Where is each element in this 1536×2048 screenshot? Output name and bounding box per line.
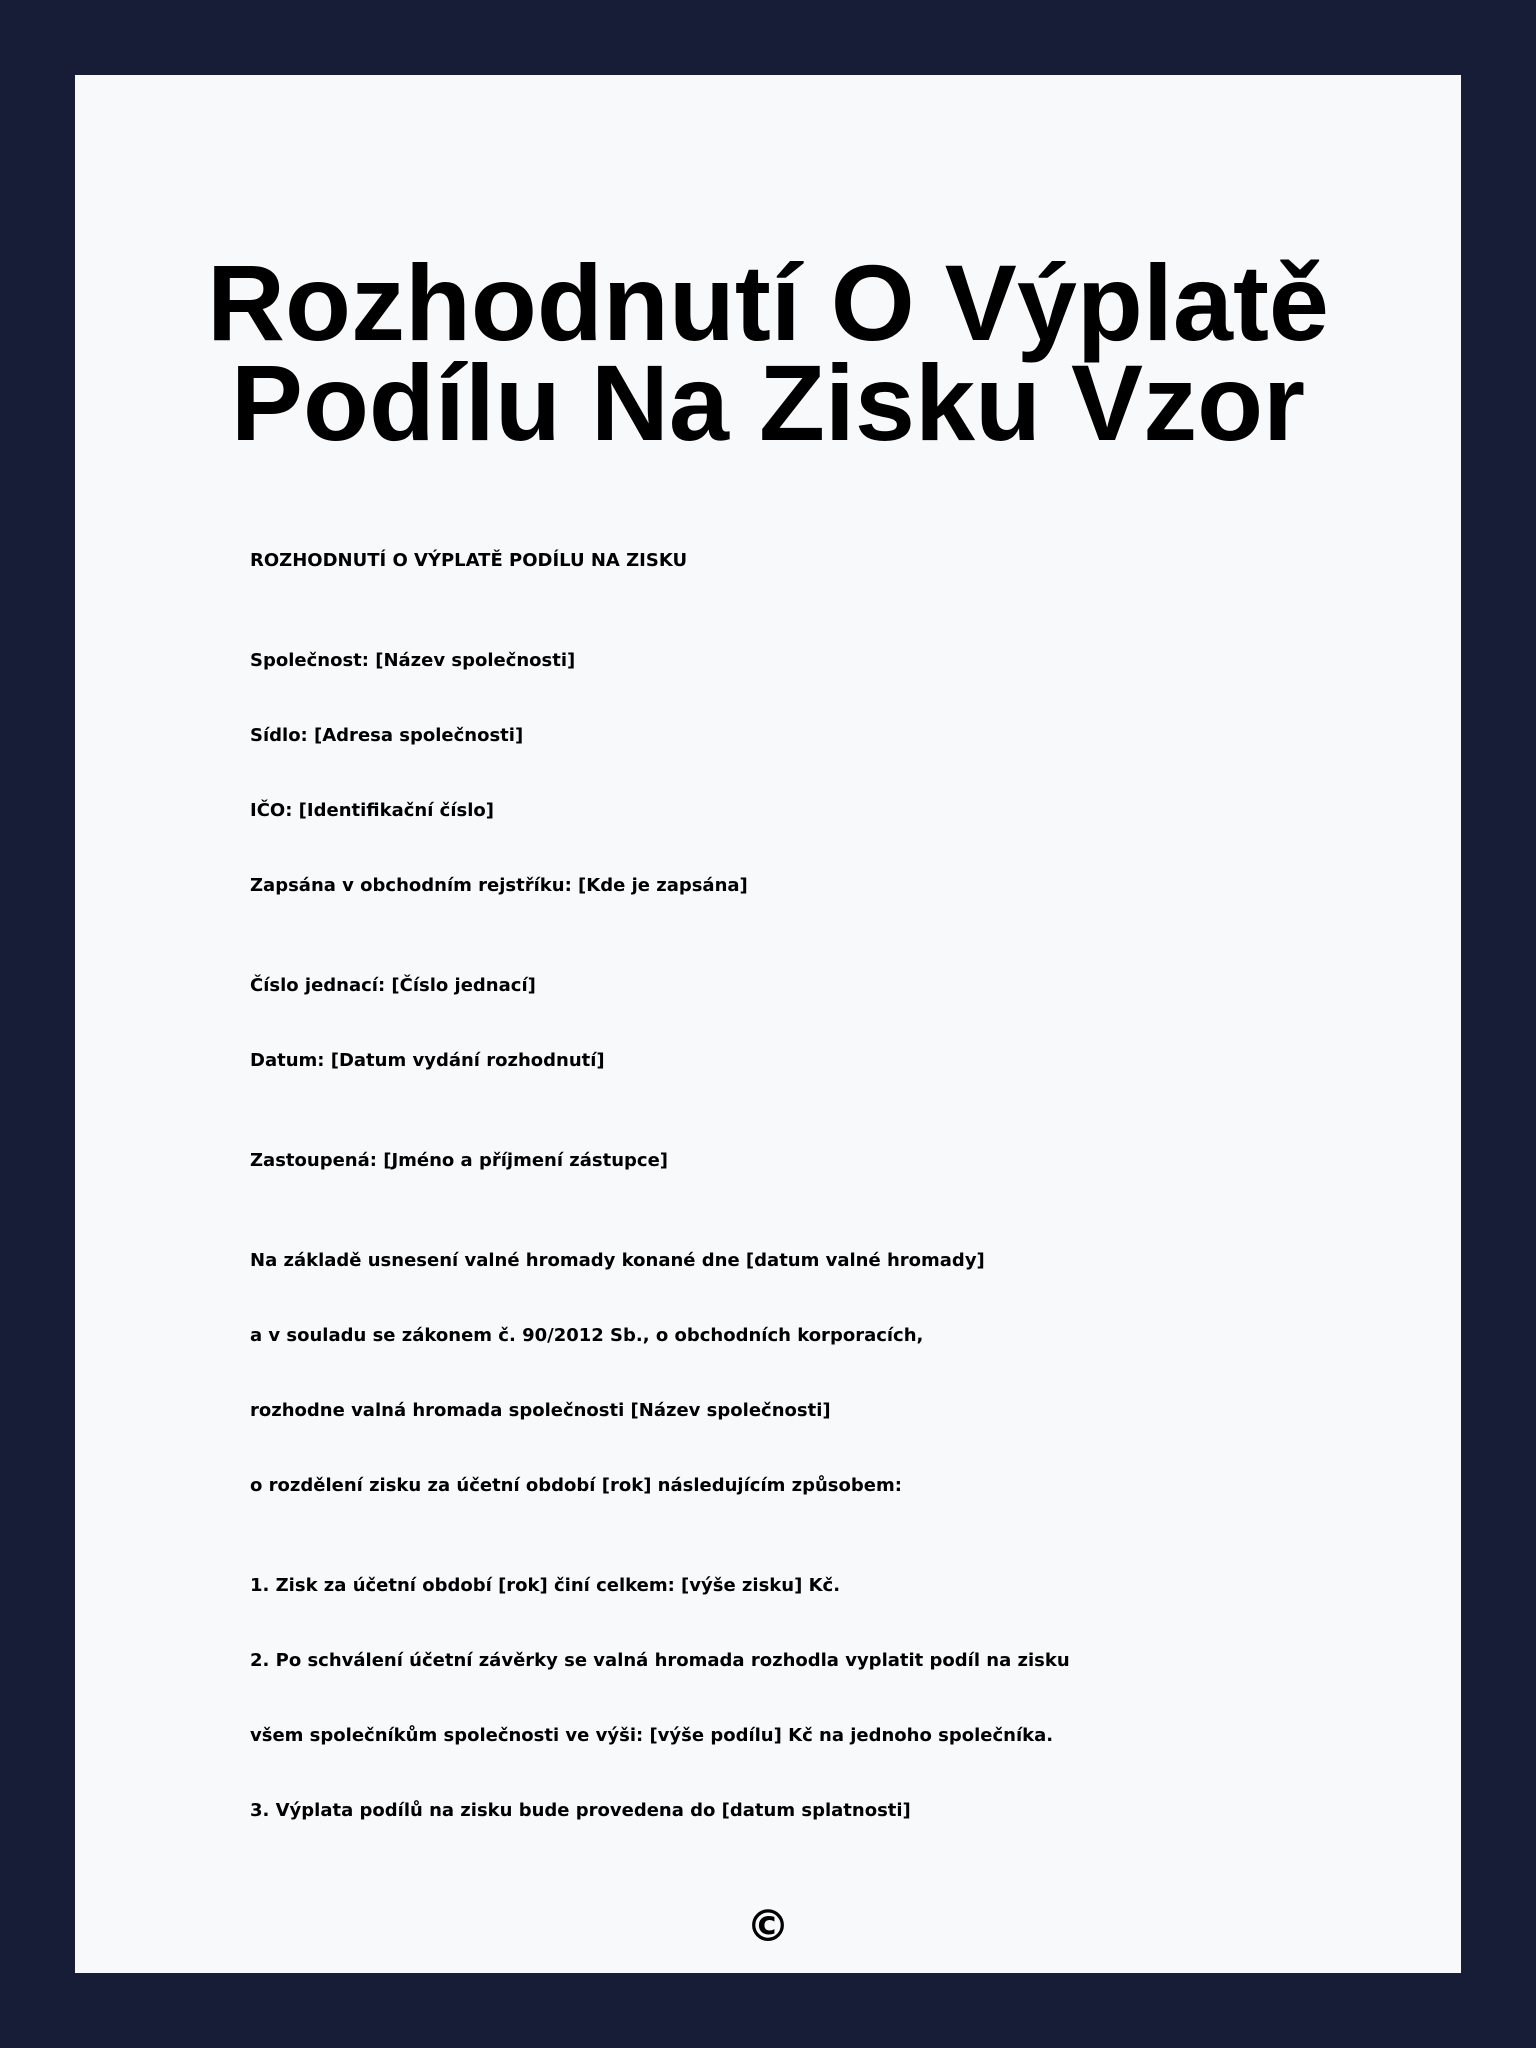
registry-line: Zapsána v obchodním rejstříku: [Kde je zapsána] (250, 875, 748, 896)
seat-line: Sídlo: [Adresa společnosti] (250, 725, 524, 746)
list-item: 2. Po schválení účetní závěrky se valná hromada rozhodla vyplatit podíl na zisku (250, 1650, 1070, 1671)
copyright-icon: © (746, 1901, 790, 1952)
document-heading: ROZHODNUTÍ O VÝPLATĚ PODÍLU NA ZISKU (250, 550, 688, 571)
company-line: Společnost: [Název společnosti] (250, 650, 576, 671)
body-line: o rozdělení zisku za účetní období [rok] následujícím způsobem: (250, 1475, 902, 1496)
body-line: rozhodne valná hromada společnosti [Název společnosti] (250, 1400, 831, 1421)
list-item: 1. Zisk za účetní období [rok] činí celkem: [výše zisku] Kč. (250, 1575, 841, 1596)
date-line: Datum: [Datum vydání rozhodnutí] (250, 1050, 605, 1071)
ico-line: IČO: [Identifikační číslo] (250, 800, 494, 821)
reference-number-line: Číslo jednací: [Číslo jednací] (250, 975, 536, 996)
body-line: Na základě usnesení valné hromady konané dne [datum valné hromady] (250, 1250, 985, 1271)
document-page (75, 75, 1461, 1973)
representative-line: Zastoupená: [Jméno a příjmení zástupce] (250, 1150, 669, 1171)
document-title: Rozhodnutí O Výplatě Podílu Na Zisku Vzor (207, 242, 1329, 463)
list-item: 3. Výplata podílů na zisku bude provedena do [datum splatnosti] (250, 1800, 911, 1821)
list-item: všem společníkům společnosti ve výši: [výše podílu] Kč na jednoho společníka. (250, 1725, 1054, 1746)
body-line: a v souladu se zákonem č. 90/2012 Sb., o obchodních korporacích, (250, 1325, 924, 1346)
